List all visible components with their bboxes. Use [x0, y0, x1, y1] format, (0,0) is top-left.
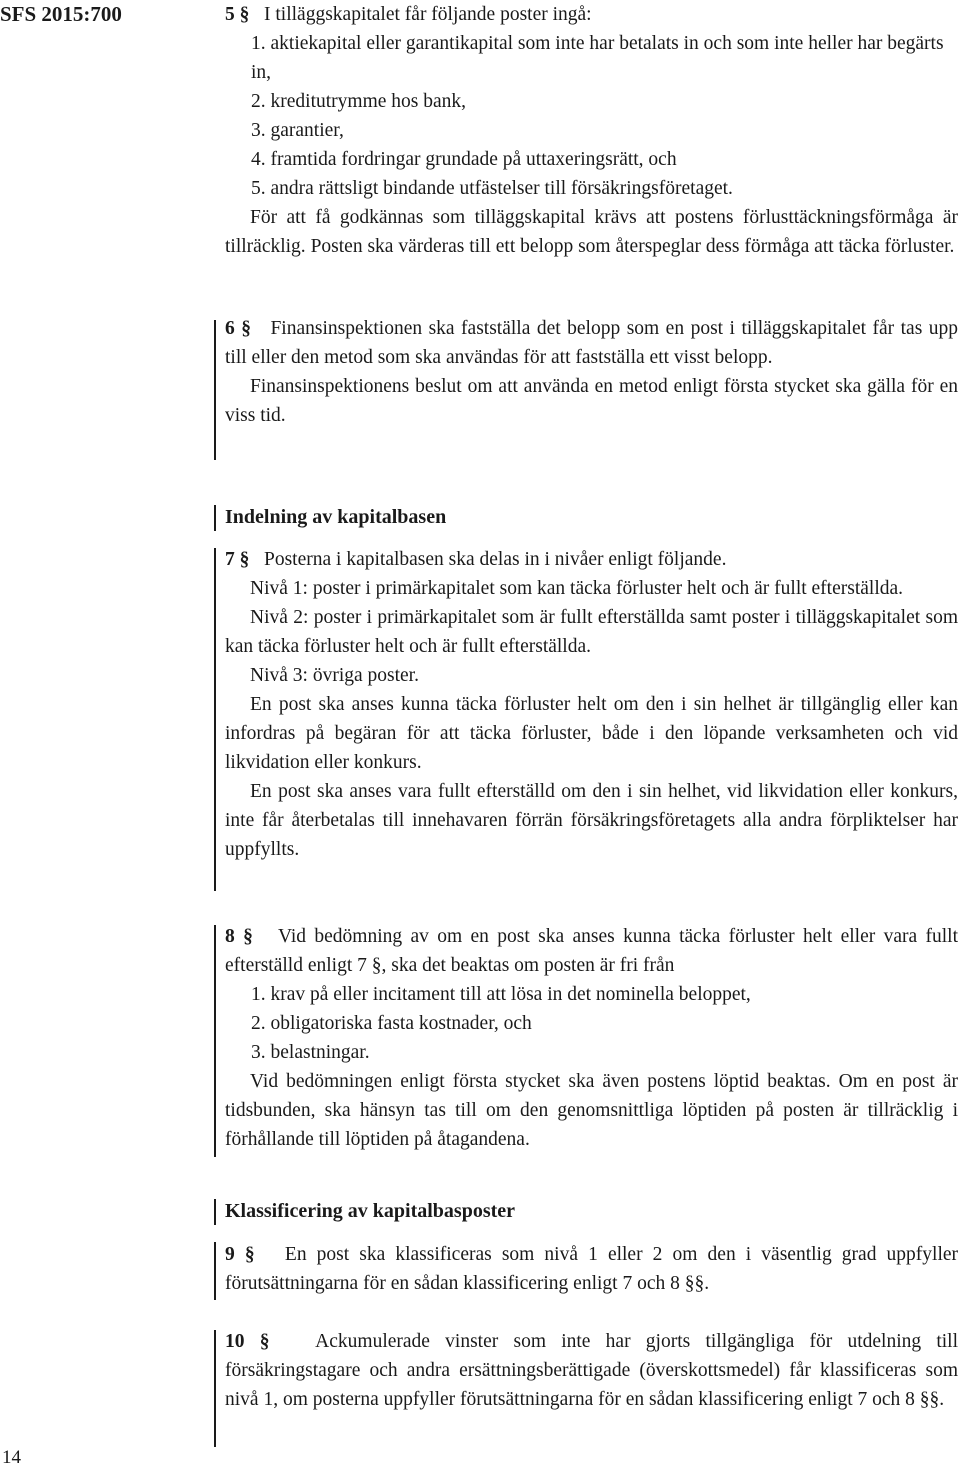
change-bar	[214, 548, 216, 891]
section-7	[225, 545, 958, 864]
page-number: 14	[2, 1447, 21, 1468]
change-bar	[214, 1199, 216, 1225]
section-8-paragraph-1	[225, 922, 958, 980]
paragraph-text: Posterna i kapitalbasen ska delas in i nivåer enligt följande.	[264, 549, 727, 570]
list-item: 3. garantier,	[251, 120, 344, 141]
section-number: 10 §	[225, 1331, 270, 1352]
section-number: 7 §	[225, 549, 250, 570]
sfs-number: SFS 2015:700	[0, 2, 122, 26]
change-bar	[214, 505, 216, 531]
list-item: 1. krav på eller incitament till att lösa in det nominella beloppet,	[251, 984, 751, 1005]
list-item: 2. obligatoriska fasta kostnader, och	[251, 1013, 532, 1034]
section-7-paragraph-1	[225, 545, 958, 574]
list-item: 3. belastningar.	[251, 1042, 370, 1063]
list-item: 5. andra rättsligt bindande utfästelser till försäkringsföretaget.	[251, 178, 733, 199]
section-8	[225, 922, 958, 1154]
change-bar	[214, 925, 216, 1157]
heading-indelning: Indelning av kapitalbasen	[225, 506, 447, 528]
heading-klassificering: Klassificering av kapitalbasposter	[225, 1200, 516, 1222]
list-item: 4. framtida fordringar grundade på uttaxeringsrätt, och	[251, 149, 677, 170]
paragraph-text: Vid bedömning av om en post ska anses kunna täcka förluster helt eller vara fullt efterställd enligt 7 §, ska det beaktas om posten är fri från	[225, 926, 959, 976]
section-10-paragraph-1	[225, 1327, 958, 1414]
section-8-paragraph-2: Vid bedömningen enligt första stycket ska även postens löptid beaktas. Om en post är tidsbunden, ska hänsyn tas till om den genomsnittliga löptiden på posten är tillräcklig i förhållande till löptiden på åtagandena.	[225, 1071, 958, 1150]
section-number: 6 §	[225, 318, 251, 339]
paragraph-text: En post ska klassificeras som nivå 1 eller 2 om den i väsentlig grad uppfyller förutsättningarna för en sådan klassificering enligt 7 och 8 §§.	[225, 1244, 959, 1294]
paragraph-text: Ackumulerade vinster som inte har gjorts tillgängliga för utdelning till försäkringstagare och andra ersättningsberättigade (överskottsmedel) får klassificeras som nivå 1, om posterna uppfyller förutsättningarna för en sådan klassificering enligt 7 och 8 §§.	[225, 1331, 959, 1410]
section-number: 8 §	[225, 926, 253, 947]
list-item: 2. kreditutrymme hos bank,	[251, 91, 467, 112]
section-10	[225, 1327, 958, 1414]
section-5-intro-text: I tilläggskapitalet får följande poster ingå:	[264, 4, 592, 25]
section-7-paragraph-6: En post ska anses vara fullt efterställd om den i sin helhet, vid likvidation eller konkurs, inte får återbetalas till innehavaren förrän försäkringsföretagets alla andra förpliktelser har uppfyllts.	[225, 781, 958, 860]
section-5	[225, 0, 958, 261]
section-number: 9 §	[225, 1244, 255, 1265]
section-6-paragraph-2: Finansinspektionens beslut om att använda en metod enligt första stycket ska gälla för en viss tid.	[225, 376, 958, 426]
change-bar	[214, 1330, 216, 1447]
section-7-paragraph-5: En post ska anses kunna täcka förluster helt om den i sin helhet är tillgänglig eller kan infordras på begäran för att täcka förluster, både i den löpande verksamheten och vid likvidation eller konkurs.	[225, 694, 958, 773]
section-7-paragraph-2: Nivå 1: poster i primärkapitalet som kan täcka förluster helt och är fullt efterställda.	[250, 578, 904, 599]
section-number: 5 §	[225, 4, 250, 25]
change-bar	[214, 320, 216, 460]
paragraph-text: Finansinspektionen ska fastställa det belopp som en post i tilläggskapitalet får tas upp till eller den metod som ska användas för att fastställa ett visst belopp.	[225, 318, 959, 368]
paragraph-sentence: För att få godkännas som tilläggskapital krävs att postens förlusttäckningsförmåga är tillräcklig.	[225, 207, 958, 257]
section-5-paragraph	[225, 203, 958, 261]
section-6-paragraph-1	[225, 314, 958, 372]
section-7-paragraph-4: Nivå 3: övriga poster.	[250, 665, 419, 686]
section-6	[225, 314, 958, 430]
change-bar	[214, 1242, 216, 1300]
section-7-paragraph-3: Nivå 2: poster i primärkapitalet som är fullt efterställda samt poster i tilläggskapitalet som kan täcka förluster helt och är fullt efterställda.	[225, 607, 958, 657]
section-9	[225, 1240, 958, 1298]
section-5-intro	[225, 0, 958, 29]
amended-sentence: Posten ska värderas till ett belopp som återspeglar dess förmåga att täcka förluster.	[305, 236, 955, 257]
list-item: 1. aktiekapital eller garantikapital som inte har betalats in och som inte heller har begärts in,	[251, 33, 944, 83]
section-9-paragraph-1	[225, 1240, 958, 1298]
